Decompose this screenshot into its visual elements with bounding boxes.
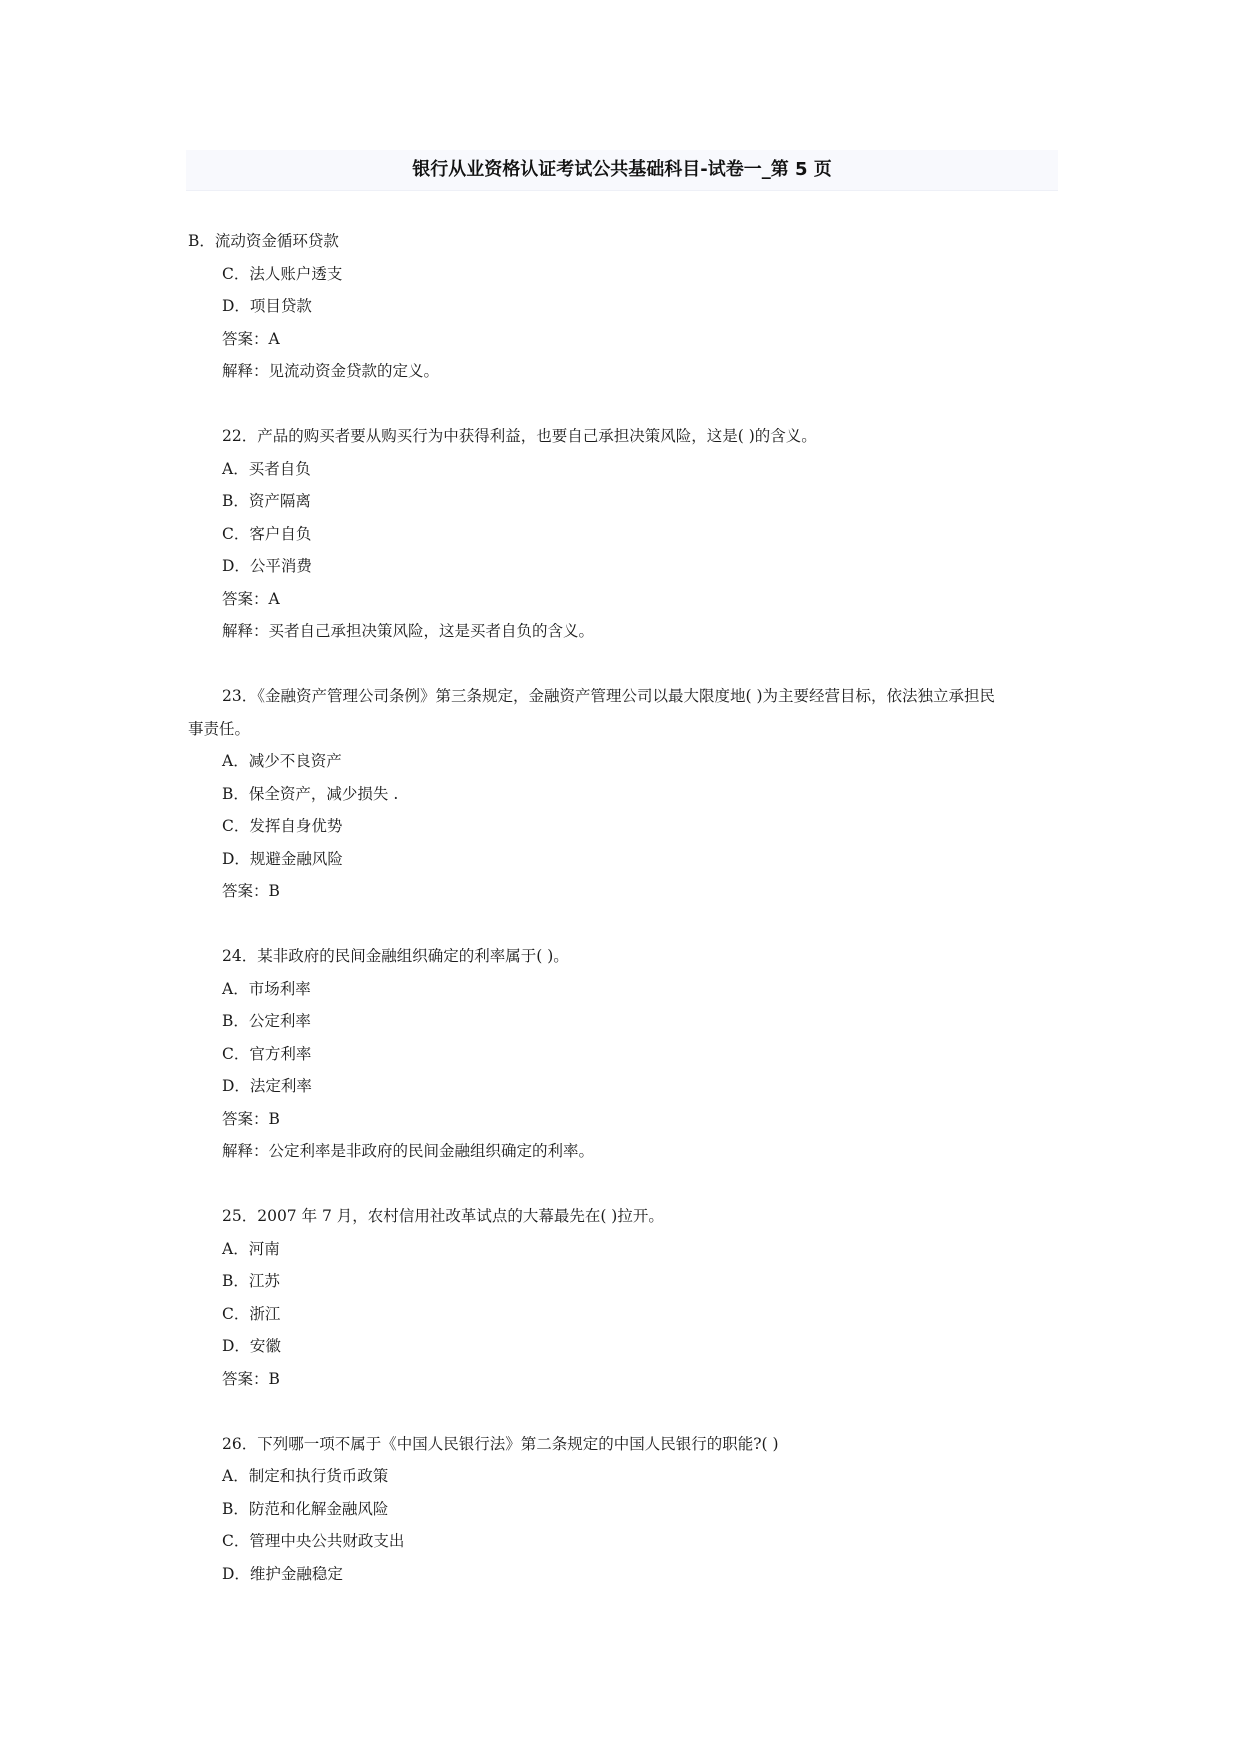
explanation: 解释：买者自己承担决策风险，这是买者自负的含义。 <box>222 622 595 640</box>
question-26 <box>188 1428 1058 1591</box>
question-stem-continued: 事责任。 <box>188 719 251 738</box>
option-d: D．安徽 <box>222 1337 281 1355</box>
option-d: D．维护金融稳定 <box>222 1564 343 1583</box>
question-list <box>188 225 1058 1590</box>
question-24 <box>188 940 1058 1168</box>
explanation: 解释：公定利率是非政府的民间金融组织确定的利率。 <box>222 1142 595 1160</box>
question-stem: 23．《金融资产管理公司条例》第三条规定，金融资产管理公司以最大限度地( )为主要经营目标，依法独立承担民 <box>222 687 995 705</box>
option-a: A．买者自负 <box>222 459 311 478</box>
option-b: B．资产隔离 <box>222 492 311 510</box>
spacer <box>188 388 1058 421</box>
question-23 <box>188 680 1058 908</box>
question-22 <box>188 420 1058 648</box>
option-c: C．客户自负 <box>222 524 312 543</box>
option-b: B．流动资金循环贷款 <box>188 232 339 250</box>
spacer <box>188 648 1058 681</box>
option-c: C．浙江 <box>222 1304 281 1323</box>
option-a: A．制定和执行货币政策 <box>222 1467 389 1485</box>
option-c: C．管理中央公共财政支出 <box>222 1532 405 1550</box>
option-c: C．发挥自身优势 <box>222 817 343 835</box>
option-d: D．规避金融风险 <box>222 849 343 868</box>
question-stem: 24．某非政府的民间金融组织确定的利率属于( )。 <box>222 947 569 965</box>
option-d: D．项目贷款 <box>222 297 312 315</box>
option-d: D．公平消费 <box>222 557 312 575</box>
question-25 <box>188 1200 1058 1395</box>
spacer <box>188 1168 1058 1201</box>
question-stem: 26．下列哪一项不属于《中国人民银行法》第二条规定的中国人民银行的职能?( ) <box>222 1434 779 1453</box>
option-b: B．公定利率 <box>222 1012 311 1030</box>
option-a: A．减少不良资产 <box>222 752 342 770</box>
question-21-tail <box>188 225 1058 388</box>
page-title: 银行从业资格认证考试公共基础科目-试卷一_第 5 页 <box>186 150 1058 191</box>
answer: 答案：A <box>222 329 280 348</box>
option-c: C．法人账户透支 <box>222 264 343 283</box>
option-b: B．防范和化解金融风险 <box>222 1499 389 1518</box>
option-b: B．保全资产，减少损失 . <box>222 784 399 803</box>
answer: 答案：B <box>222 882 280 900</box>
option-a: A．市场利率 <box>222 979 311 998</box>
question-stem: 22．产品的购买者要从购买行为中获得利益，也要自己承担决策风险，这是( )的含义。 <box>222 427 817 445</box>
spacer <box>188 1395 1058 1428</box>
option-b: B．江苏 <box>222 1272 280 1290</box>
answer: 答案：B <box>222 1109 280 1128</box>
option-c: C．官方利率 <box>222 1044 312 1063</box>
answer: 答案：B <box>222 1369 280 1388</box>
option-d: D．法定利率 <box>222 1077 312 1095</box>
option-a: A．河南 <box>222 1239 280 1258</box>
explanation: 解释：见流动资金贷款的定义。 <box>222 362 440 380</box>
answer: 答案：A <box>222 589 280 608</box>
question-stem: 25．2007 年 7 月，农村信用社改革试点的大幕最先在( )拉开。 <box>222 1207 664 1225</box>
spacer <box>188 908 1058 941</box>
